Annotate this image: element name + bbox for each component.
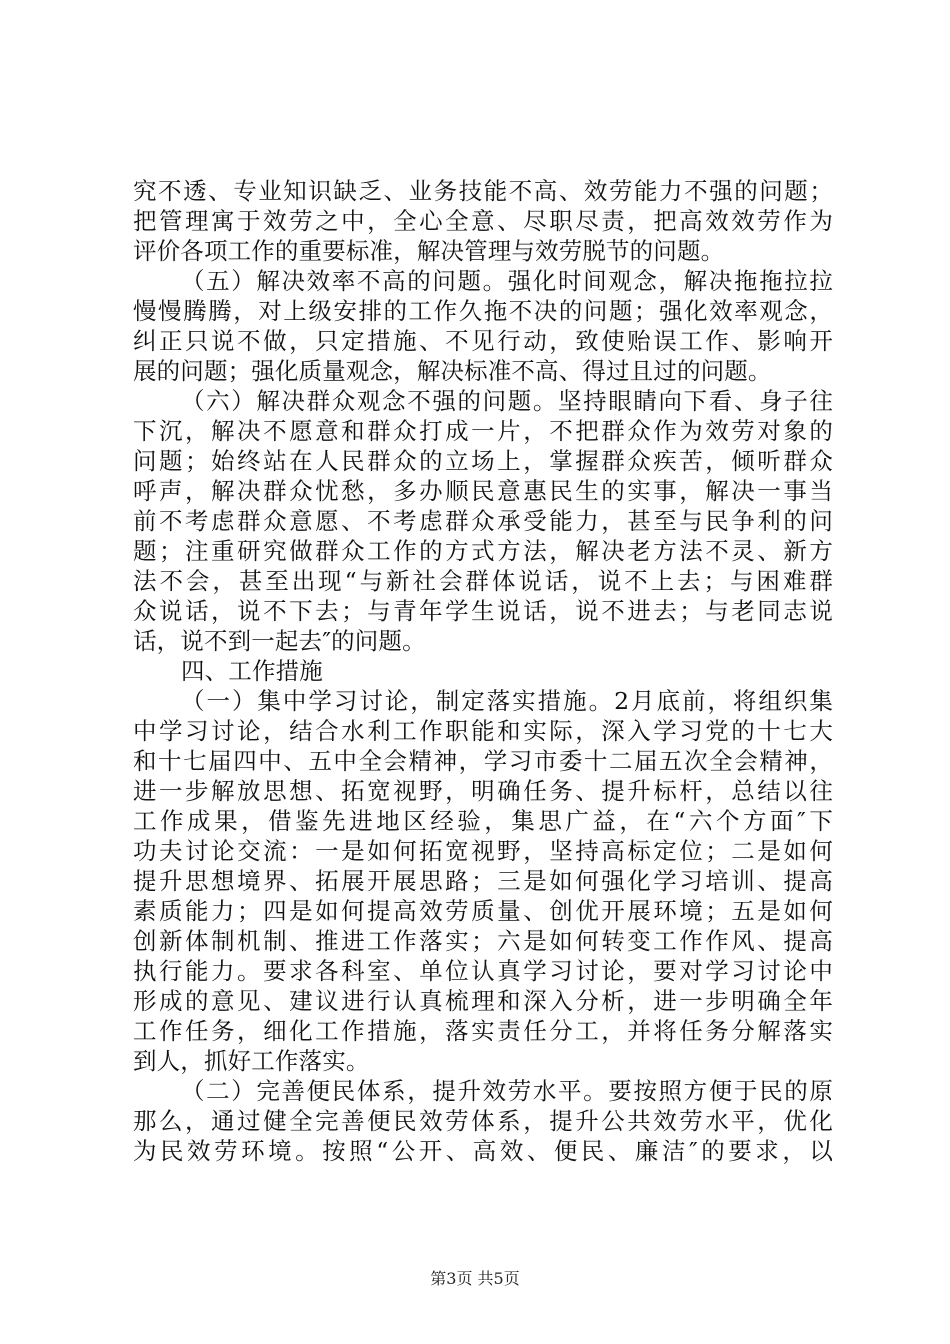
text-line: 题；注重研究做群众工作的方式方法，解决老方法不灵、新方 <box>133 537 833 565</box>
body-text <box>133 176 833 1166</box>
text-line: 纠正只说不做，只定措施、不见行动，致使贻误工作、影响开 <box>133 327 833 355</box>
text-line: 展的问题；强化质量观念，解决标准不高、得过且过的问题。 <box>133 357 772 385</box>
text-line: （六）解决群众观念不强的问题。坚持眼睛向下看、身子往 <box>181 387 833 415</box>
text-line: 进一步解放思想、拓宽视野，明确任务、提升标杆，总结以往 <box>133 777 833 805</box>
text-line: 呼声，解决群众忧愁，多办顺民意惠民生的实事，解决一事当 <box>133 477 833 505</box>
text-line: 形成的意见、建议进行认真梳理和深入分析，进一步明确全年 <box>133 987 833 1015</box>
text-line: （五）解决效率不高的问题。强化时间观念，解决拖拖拉拉 <box>181 267 833 295</box>
text-line: （二）完善便民体系，提升效劳水平。要按照方便于民的原 <box>181 1077 833 1105</box>
text-line: 究不透、专业知识缺乏、业务技能不高、效劳能力不强的问题； <box>133 177 833 205</box>
text-line: 话，说不到一起去″的问题。 <box>133 627 426 655</box>
text-line: 执行能力。要求各科室、单位认真学习讨论，要对学习讨论中 <box>133 957 833 985</box>
text-line: （一）集中学习讨论，制定落实措施。2月底前，将组织集 <box>181 687 833 715</box>
text-line: 工作任务，细化工作措施，落实责任分工，并将任务分解落实 <box>133 1017 833 1045</box>
text-line: 评价各项工作的重要标准，解决管理与效劳脱节的问题。 <box>133 237 725 265</box>
text-line: 工作成果，借鉴先进地区经验，集思广益，在“六个方面″下 <box>133 807 833 835</box>
text-line: 前不考虑群众意愿、不考虑群众承受能力，甚至与民争利的问 <box>133 507 833 535</box>
text-line: 法不会，甚至出现“与新社会群体说话，说不上去；与困难群 <box>133 567 833 595</box>
text-line: 下沉，解决不愿意和群众打成一片，不把群众作为效劳对象的 <box>133 417 833 445</box>
text-line: 把管理寓于效劳之中，全心全意、尽职尽责，把高效效劳作为 <box>133 207 833 235</box>
text-line: 和十七届四中、五中全会精神，学习市委十二届五次全会精神， <box>133 747 833 775</box>
text-line: 创新体制机制、推进工作落实；六是如何转变工作作风、提高 <box>133 927 833 955</box>
text-line: 为民效劳环境。按照“公开、高效、便民、廉洁″的要求，以 <box>133 1137 833 1165</box>
text-line: 众说话，说不下去；与青年学生说话，说不进去；与老同志说 <box>133 597 833 625</box>
text-line: 那么，通过健全完善便民效劳体系，提升公共效劳水平，优化 <box>133 1107 833 1135</box>
text-line: 问题；始终站在人民群众的立场上，掌握群众疾苦，倾听群众 <box>133 447 833 475</box>
text-line: 到人，抓好工作落实。 <box>133 1047 370 1075</box>
text-line: 中学习讨论，结合水利工作职能和实际，深入学习党的十七大 <box>133 717 833 745</box>
text-line: 功夫讨论交流：一是如何拓宽视野，坚持高标定位；二是如何 <box>133 837 833 865</box>
text-line: 慢慢腾腾，对上级安排的工作久拖不决的问题；强化效率观念， <box>133 297 833 325</box>
text-line: 四、工作措施 <box>181 657 323 685</box>
text-line: 提升思想境界、拓展开展思路；三是如何强化学习培训、提高 <box>133 867 833 895</box>
page-footer: 第3页 共5页 <box>430 1269 520 1288</box>
text-line: 素质能力；四是如何提高效劳质量、创优开展环境；五是如何 <box>133 897 833 925</box>
